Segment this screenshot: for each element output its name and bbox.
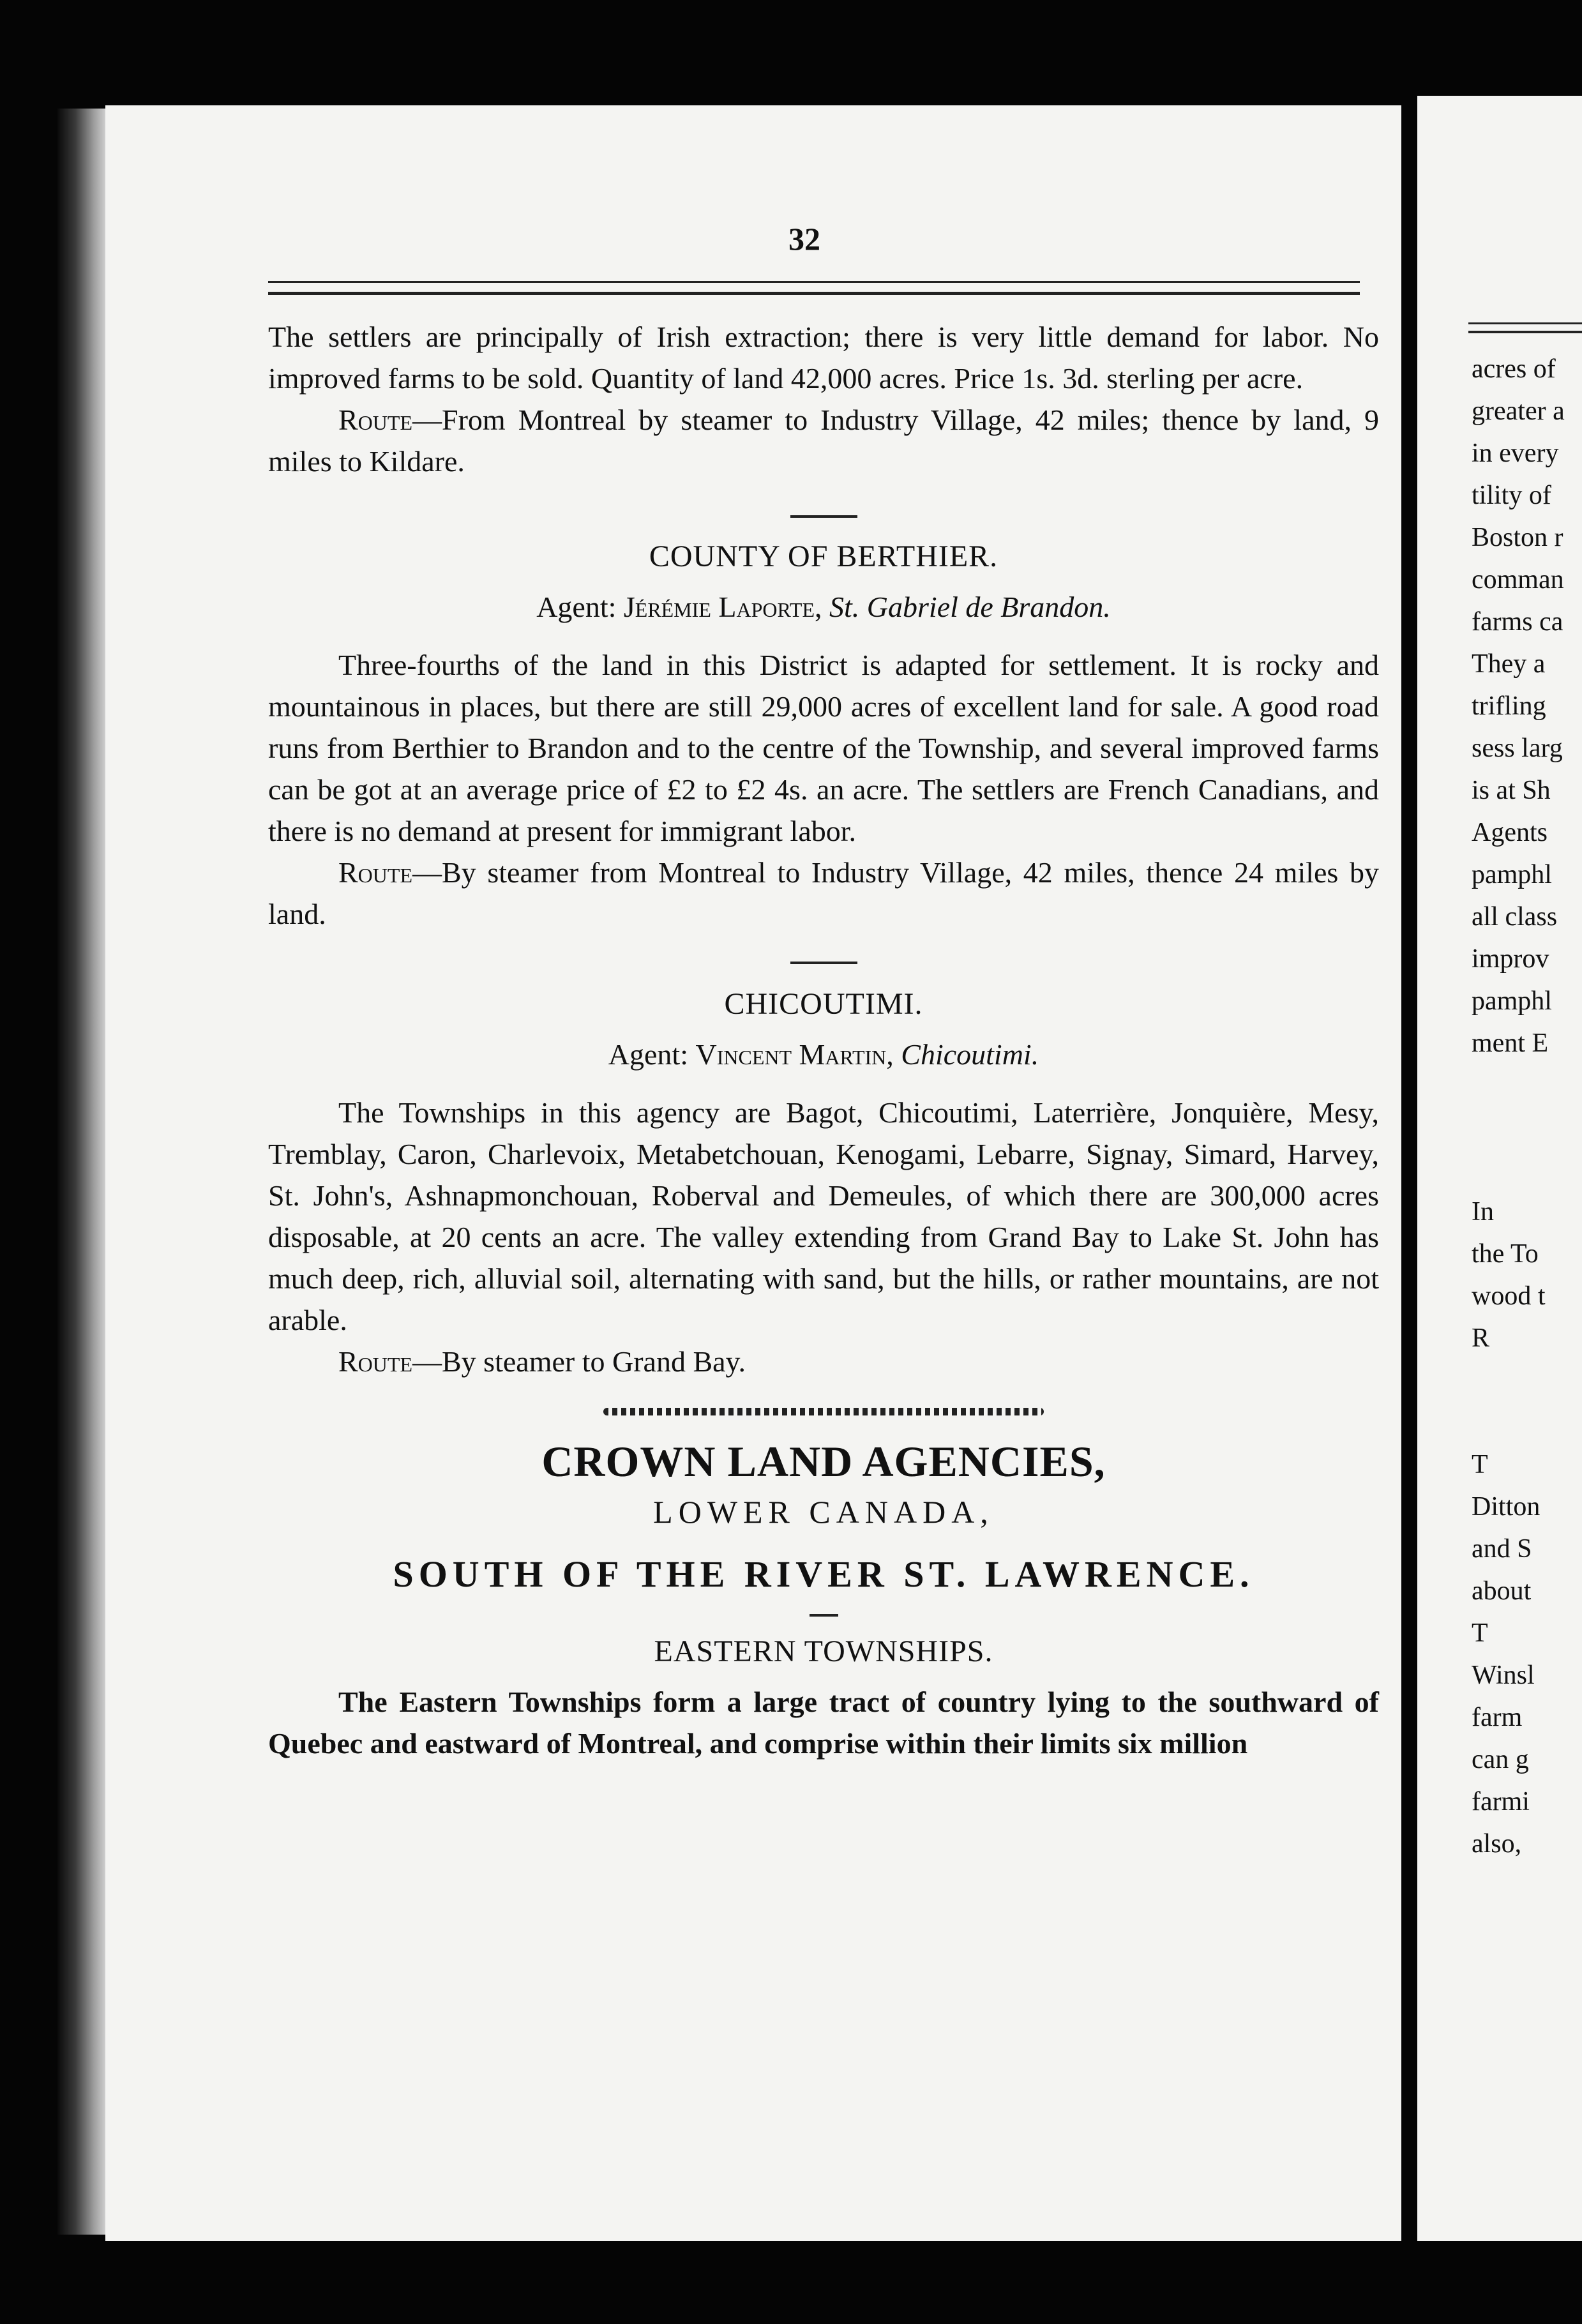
right-line: comman	[1472, 565, 1564, 594]
right-line: farmi	[1472, 1787, 1530, 1816]
right-line: the To	[1472, 1239, 1539, 1269]
crown-subtitle-south: SOUTH OF THE RIVER ST. LAWRENCE.	[393, 1553, 1254, 1595]
right-page	[1417, 96, 1582, 2241]
eastern-paragraph: The Eastern Townships form a large tract of country lying to the southward of Quebec and eastward of Montreal, and comprise within their limits six million	[268, 1686, 1379, 1760]
right-line: and S	[1472, 1534, 1532, 1564]
right-line: T	[1472, 1450, 1488, 1479]
header-rule	[268, 281, 1360, 295]
right-header-rule	[1468, 322, 1582, 333]
right-line: about	[1472, 1576, 1532, 1606]
right-line: In	[1472, 1197, 1494, 1226]
right-line: farm	[1472, 1703, 1523, 1732]
right-line: improv	[1472, 944, 1549, 974]
book-spine-edge	[57, 109, 109, 2235]
agent-label: Agent:	[536, 591, 617, 623]
right-line: ment E	[1472, 1029, 1549, 1058]
left-page-content	[268, 316, 1379, 1764]
right-line: sess larg	[1472, 734, 1563, 763]
page-gutter	[1401, 77, 1417, 2247]
route-text: —By steamer from Montreal to Industry Village, 42 miles, thence 24 miles by land.	[268, 856, 1379, 930]
right-line: tility of	[1472, 481, 1551, 510]
route-text: —From Montreal by steamer to Industry Village, 42 miles; thence by land, 9 miles to Kildare.	[268, 404, 1379, 478]
route-label: Route	[338, 404, 412, 436]
crown-subtitle-lower-canada: LOWER CANADA,	[653, 1494, 994, 1530]
berthier-heading: COUNTY OF BERTHIER.	[649, 540, 998, 573]
right-line: T	[1472, 1618, 1488, 1648]
right-line: R	[1472, 1324, 1490, 1353]
agent-place: Chicoutimi.	[901, 1038, 1039, 1071]
route-text: —By steamer to Grand Bay.	[412, 1345, 746, 1378]
chicoutimi-route	[268, 1341, 1379, 1382]
intro-paragraph: The settlers are principally of Irish extraction; there is very little demand for labor. No improved farms to be sold. Quantity of land 42,000 acres. Price 1s. 3d. sterling per acre.	[268, 321, 1379, 395]
right-line: Winsl	[1472, 1661, 1535, 1690]
right-line: Boston r	[1472, 523, 1563, 552]
right-line: is at Sh	[1472, 776, 1551, 805]
right-line: all class	[1472, 902, 1558, 932]
right-line: trifling	[1472, 691, 1546, 721]
right-line: Ditton	[1472, 1492, 1541, 1521]
berthier-paragraph: Three-fourths of the land in this District is adapted for settlement. It is rocky and mountainous in places, but there are still 29,000 acres of excellent land for sale. A good road runs from Berthier to Brandon and to the centre of the Township, and several improved farms can be got at an average price of £2 to £2 4s. an acre. The settlers are French Canadians, and there is no demand at present for immigrant labor.	[268, 649, 1379, 847]
right-block-2	[1472, 1191, 1582, 1359]
wavy-divider	[603, 1408, 1044, 1415]
chicoutimi-paragraph: The Townships in this agency are Bagot, Chicoutimi, Laterrière, Jonquière, Mesy, Tremblay, Caron, Charlevoix, Metabetchouan, Kenogami, Lebarre, Signay, Simard, Harvey, St. John's, Ashnapmonchouan, Roberval and Demeules, of which there are 300,000 acres disposable, at 20 cents an acre. The valley extending from Grand Bay to Lake St. John has much deep, rich, alluvial soil, alternating with sand, but the hills, or rather mountains, are not arable.	[268, 1096, 1379, 1336]
right-page-text	[1472, 348, 1582, 1865]
right-line: greater a	[1472, 396, 1565, 426]
right-line: can g	[1472, 1745, 1529, 1774]
right-line: Agents	[1472, 818, 1548, 847]
agent-label: Agent:	[608, 1038, 688, 1071]
chicoutimi-heading: CHICOUTIMI.	[724, 987, 923, 1021]
right-line: They a	[1472, 649, 1546, 679]
berthier-agent	[268, 586, 1379, 628]
agent-name: Vincent Martin,	[695, 1038, 894, 1071]
chicoutimi-agent	[268, 1034, 1379, 1075]
intro-route	[268, 399, 1379, 482]
berthier-route	[268, 852, 1379, 935]
right-line: also,	[1472, 1829, 1522, 1859]
agent-name: Jérémie Laporte,	[623, 591, 822, 623]
eastern-heading: EASTERN TOWNSHIPS.	[654, 1634, 993, 1668]
right-block-3	[1472, 1444, 1582, 1865]
agent-place: St. Gabriel de Brandon.	[829, 591, 1111, 623]
crown-title: CROWN LAND AGENCIES,	[541, 1437, 1106, 1486]
page-number: 32	[788, 221, 820, 257]
route-label: Route	[338, 856, 412, 889]
right-line: acres of	[1472, 354, 1556, 384]
right-line: pamphl	[1472, 860, 1552, 889]
route-label: Route	[338, 1345, 412, 1378]
right-line: farms ca	[1472, 607, 1563, 637]
right-line: pamphl	[1472, 986, 1552, 1016]
right-line: in every	[1472, 439, 1559, 468]
right-block-1	[1472, 348, 1582, 1064]
right-line: wood t	[1472, 1281, 1546, 1311]
